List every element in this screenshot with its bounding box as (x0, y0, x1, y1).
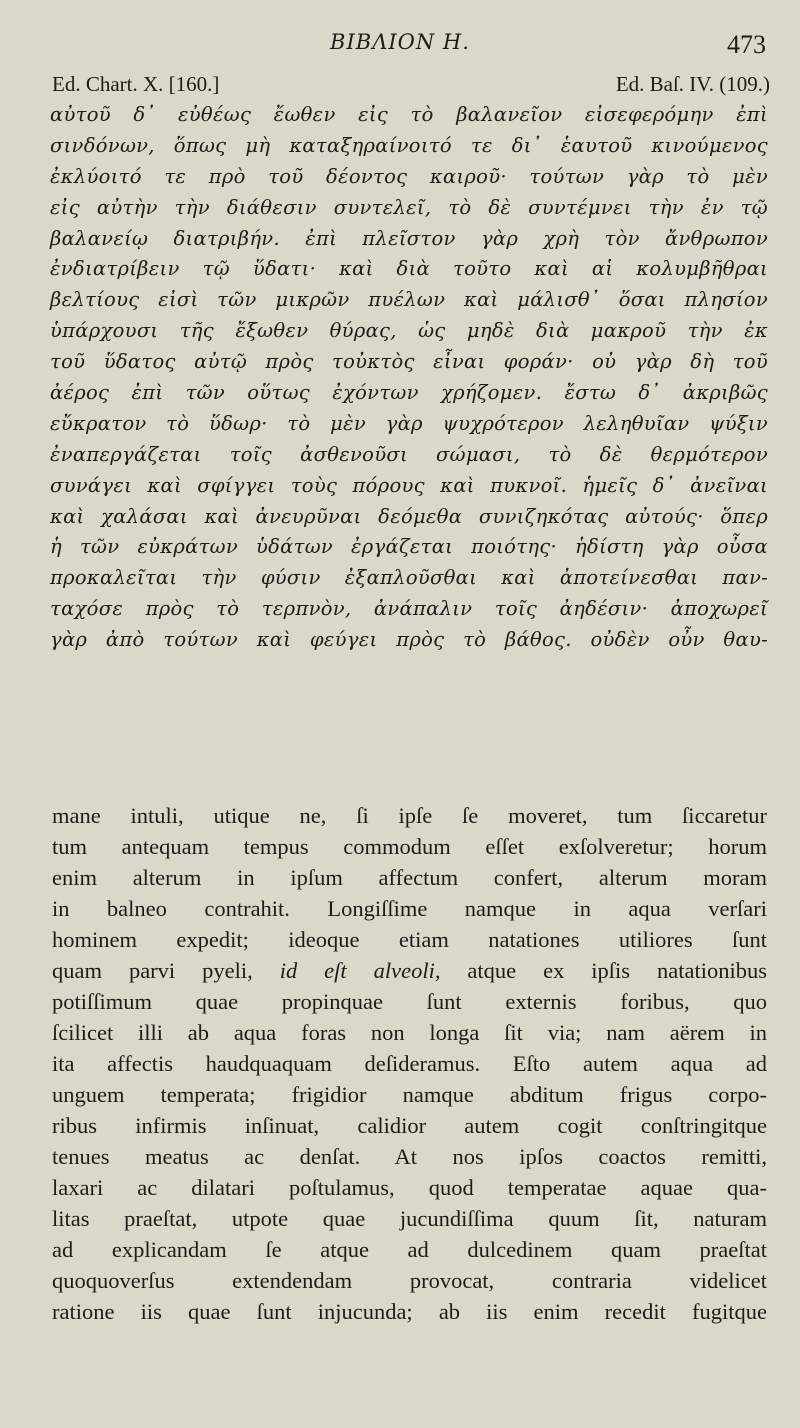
greek-text-line: ταχόσε πρὸς τὸ τερπνὸν, ἀνάπαλιν τοῖς ἀηδέσιν· ἀποχωρεῖ (50, 597, 768, 621)
latin-text-line: tenues meatus ac denſat. At nos ipſos coactos remitti, (52, 1144, 767, 1169)
latin-text-line: ratione iis quae ſunt injucunda; ab iis enim recedit fugitque (52, 1299, 767, 1324)
greek-text-line: συνάγει καὶ σφίγγει τοὺς πόρους καὶ πυκνοῖ. ἡμεῖς δ᾽ ἀνεῖναι (50, 473, 768, 497)
greek-text-line: ἐνδιατρίβειν τῷ ὕδατι· καὶ διὰ τοῦτο καὶ αἱ κολυμβῆθραι (50, 257, 768, 281)
greek-text-line: καὶ χαλάσαι καὶ ἀνευρῦναι δεόμεθα συνιζηκότας αὐτούς· ὅπερ (50, 504, 768, 528)
greek-text-line: ἐναπεργάζεται τοῖς ἀσθενοῦσι σώμασι, τὸ δὲ θερμότερον (50, 442, 768, 466)
latin-text-block (52, 800, 767, 1327)
running-head: ΒΙΒΛΙΟΝ Η. (330, 30, 470, 54)
latin-text-line: in balneo contrahit. Longiſſime namque in aqua verſari (52, 896, 767, 921)
latin-text-line: ita affectis haudquaquam deſideramus. Eſto autem aqua ad (52, 1051, 767, 1076)
latin-text-line: mane intuli, utique ne, ſi ipſe ſe moveret, tum ſiccaretur (52, 803, 767, 828)
latin-text-line: potiſſimum quae propinquae ſunt externis foribus, quo (52, 989, 767, 1014)
latin-text-line: hominem expedit; ideoque etiam natationes utiliores ſunt (52, 927, 767, 952)
greek-text-line: αὐτοῦ δ᾽ εὐθέως ἔωθεν εἰς τὸ βαλανεῖον εἰσεφερόμην ἐπὶ (50, 103, 768, 126)
latin-text-line: ſcilicet illi ab aqua foras non longa ſit via; nam aërem in (52, 1020, 767, 1045)
latin-text-line: quoquoverſus extendendam provocat, contraria videlicet (52, 1268, 767, 1293)
page-number: 473 (727, 30, 766, 59)
edition-basel-reference: Ed. Baſ. IV. (109.) (615, 72, 770, 96)
latin-text-line: ribus infirmis inſinuat, calidior autem cogit conſtringitque (52, 1113, 767, 1138)
greek-text-line: ἐκλύοιτό τε πρὸ τοῦ δέοντος καιροῦ· τούτων γὰρ τὸ μὲν (50, 164, 768, 188)
latin-text-line: litas praeſtat, utpote quae jucundiſſima quum ſit, naturam (52, 1206, 767, 1231)
greek-text-line: τοῦ ὕδατος αὐτῷ πρὸς τοὐκτὸς εἶναι φοράν· οὐ γὰρ δὴ τοῦ (50, 350, 768, 374)
greek-text-line: ἀέρος ἐπὶ τῶν οὕτως ἐχόντων χρήζομεν. ἔστω δ᾽ ἀκριβῶς (50, 381, 768, 405)
edition-chart-reference: Ed. Chart. X. [160.] (52, 72, 220, 96)
latin-text-line: tum antequam tempus commodum eſſet exſolveretur; horum (52, 834, 767, 859)
latin-text-line: enim alterum in ipſum affectum confert, alterum moram (52, 865, 767, 890)
latin-text-line: unguem temperata; frigidior namque abditum frigus corpo- (52, 1082, 767, 1107)
greek-text-block (50, 100, 768, 656)
greek-text-line: ὑπάρχουσι τῆς ἔξωθεν θύρας, ὡς μηδὲ διὰ μακροῦ τὴν ἐκ (50, 319, 768, 343)
latin-text-line: quam parvi pyeli, id eſt alveoli, atque ex ipſis natationibus (52, 958, 767, 983)
latin-text-line: ad explicandam ſe atque ad dulcedinem quam praeſtat (52, 1237, 767, 1262)
greek-text-line: γὰρ ἀπὸ τούτων καὶ φεύγει πρὸς τὸ βάθος. οὐδὲν οὖν θαυ- (50, 628, 768, 652)
greek-text-line: εἰς αὐτὴν τὴν διάθεσιν συντελεῖ, τὸ δὲ συντέμνει τὴν ἐν τῷ (50, 195, 768, 219)
greek-text-line: προκαλεῖται τὴν φύσιν ἐξαπλοῦσθαι καὶ ἀποτείνεσθαι παν- (50, 566, 768, 590)
greek-text-line: βελτίους εἰσὶ τῶν μικρῶν πυέλων καὶ μάλισθ᾽ ὅσαι πλησίον (50, 288, 768, 312)
greek-text-line: σινδόνων, ὅπως μὴ καταξηραίνοιτό τε δι᾽ ἑαυτοῦ κινούμενος (50, 133, 768, 157)
latin-text-line: laxari ac dilatari poſtulamus, quod temperatae aquae qua- (52, 1175, 767, 1200)
greek-text-line: βαλανείῳ διατριβήν. ἐπὶ πλεῖστον γὰρ χρὴ τὸν ἄνθρωπον (50, 226, 768, 250)
edition-reference-line (52, 72, 770, 97)
greek-text-line: ἡ τῶν εὐκράτων ὑδάτων ἐργάζεται ποιότης· ἡδίστη γὰρ οὖσα (50, 535, 768, 559)
greek-text-line: εὔκρατον τὸ ὕδωρ· τὸ μὲν γὰρ ψυχρότερον λεληθυῖαν ψύξιν (50, 411, 768, 435)
